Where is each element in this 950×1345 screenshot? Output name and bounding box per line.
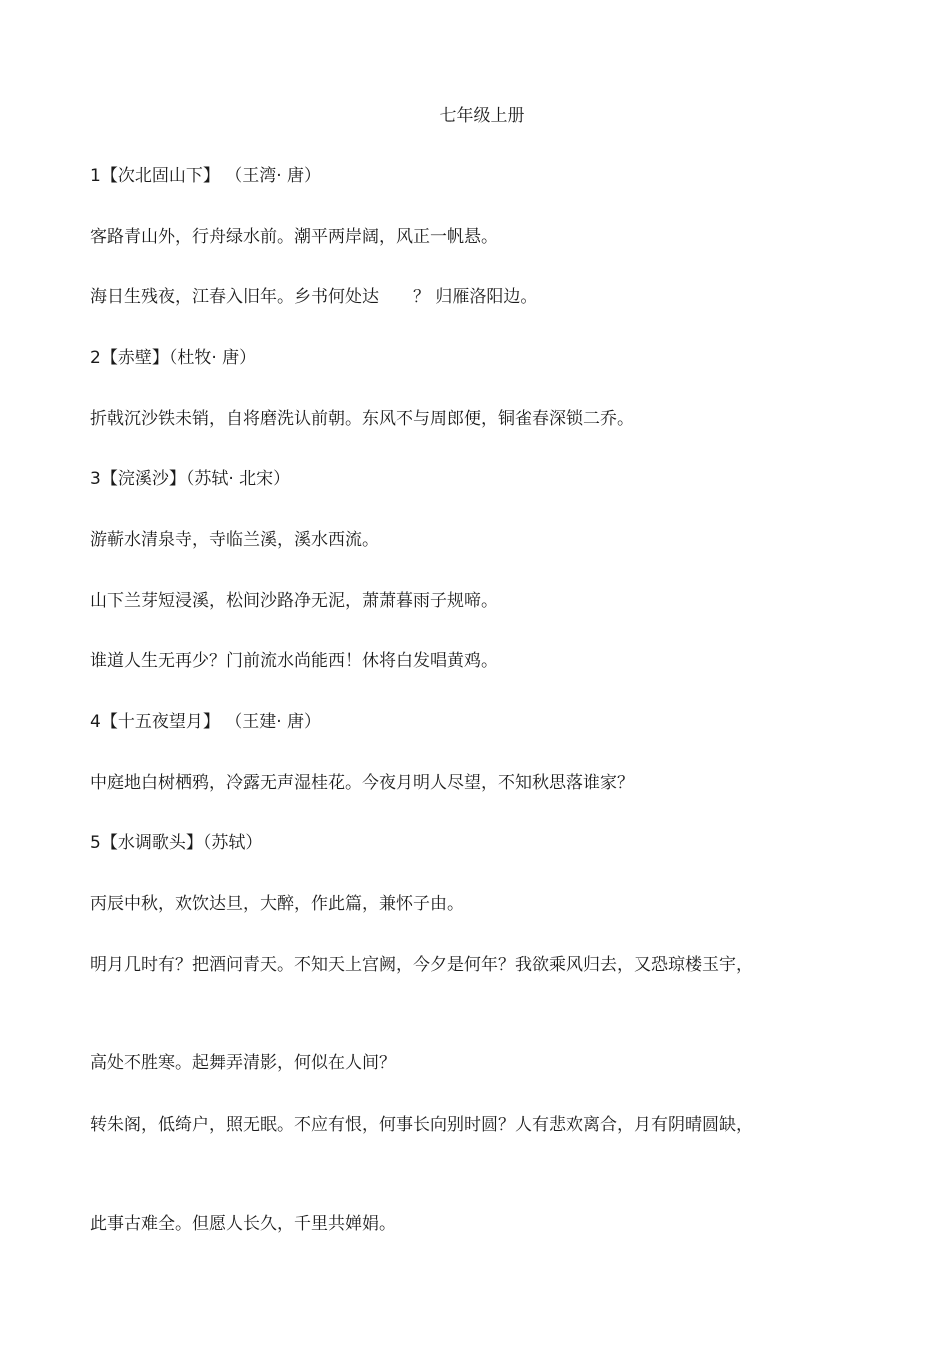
poem-line: 高处不胜寒。起舞弄清影，何似在人间？ (90, 1053, 396, 1073)
poem-heading: 1【次北固山下】 （王湾· 唐） (90, 166, 322, 186)
poem-line: 折戟沉沙铁未销，自将磨洗认前朝。东风不与周郎便，铜雀春深锁二乔。 (90, 409, 634, 429)
poem-line: ？ 归雁洛阳边。 (413, 287, 538, 307)
poem-line: 转朱阁，低绮户，照无眠。不应有恨，何事长向别时圆？人有悲欢离合，月有阴晴圆缺， (90, 1115, 753, 1135)
poem-heading: 4【十五夜望月】 （王建· 唐） (90, 712, 322, 732)
poem-line: 中庭地白树栖鸦，冷露无声湿桂花。今夜月明人尽望，不知秋思落谁家？ (90, 773, 634, 793)
poem-line: 明月几时有？把酒问青天。不知天上宫阙，今夕是何年？我欲乘风归去，又恐琼楼玉宇， (90, 955, 753, 975)
poem-line: 海日生残夜，江春入旧年。乡书何处达 (90, 287, 379, 307)
poem-line: 此事古难全。但愿人长久，千里共婵娟。 (90, 1214, 396, 1234)
poem-heading: 3【浣溪沙】（苏轼· 北宋） (90, 469, 291, 489)
poem-line-group (90, 281, 810, 313)
poem-line: 客路青山外，行舟绿水前。潮平两岸阔，风正一帆悬。 (90, 227, 498, 247)
page-title: 七年级上册 (439, 106, 525, 126)
poem-line: 丙辰中秋，欢饮达旦，大醉，作此篇，兼怀子由。 (90, 894, 464, 914)
poem-heading: 2【赤壁】（杜牧· 唐） (90, 348, 257, 368)
poem-line: 山下兰芽短浸溪，松间沙路净无泥，萧萧暮雨子规啼。 (90, 591, 498, 611)
poem-heading: 5【水调歌头】（苏轼） (90, 833, 263, 853)
poem-line: 谁道人生无再少？门前流水尚能西！休将白发唱黄鸡。 (90, 651, 498, 671)
poem-line: 游蕲水清泉寺，寺临兰溪，溪水西流。 (90, 530, 379, 550)
